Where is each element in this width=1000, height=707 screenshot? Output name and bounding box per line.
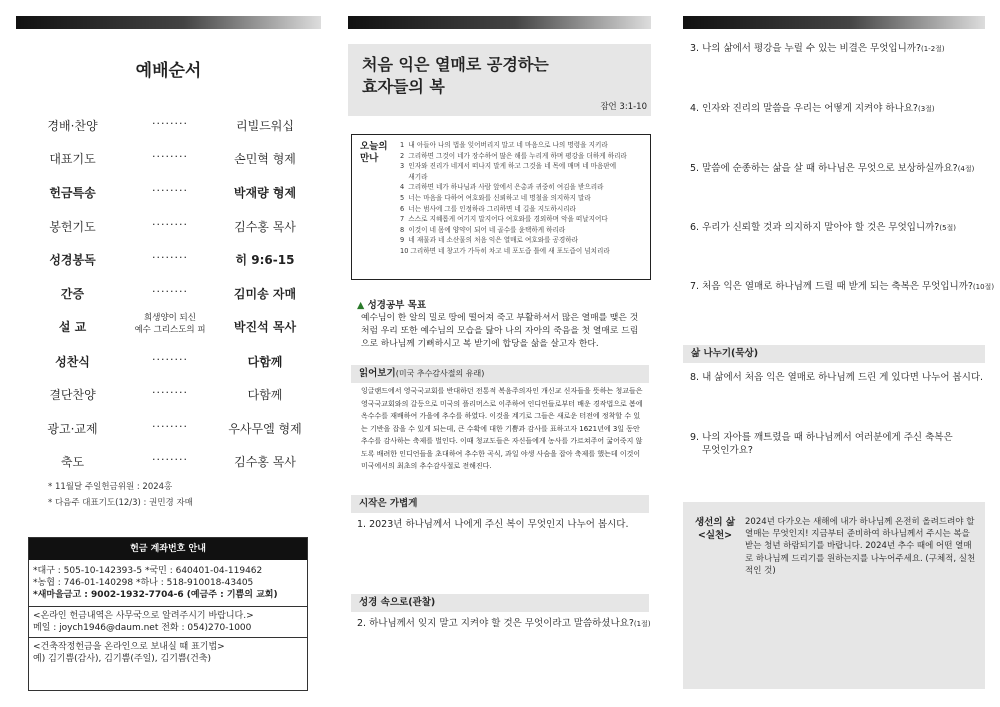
- offering-account-box: [28, 537, 308, 691]
- order-row: [30, 453, 315, 473]
- verse-line: 3 인자와 진리가 네게서 떠나지 말게 하고 그것을 네 목에 매며 네 마음판에: [400, 162, 617, 171]
- todays-manna-label: 오늘의 만나: [360, 141, 388, 164]
- share-heading: 삶 나누기(묵상): [683, 345, 985, 363]
- practice-box: [683, 502, 985, 689]
- verse-line: 8 이것이 네 몸에 양약이 되어 네 골수를 윤택하게 하리라: [400, 225, 566, 234]
- building-offering-title: <건축작정헌금을 온라인으로 보내실 때 표기법>: [33, 642, 225, 652]
- question-2: 2. 하나님께서 잊지 말고 지켜야 할 것은 무엇이라고 말씀하셨나요?(1절): [357, 618, 651, 629]
- account-list: [29, 560, 307, 607]
- verse-line: 4 그리하면 네가 하나님과 사람 앞에서 은총과 귀중히 여김을 받으리라: [400, 183, 604, 192]
- study-goal-text: 예수님이 한 알의 밀로 땅에 떨어져 죽고 부활하셔서 많은 열매를 맺은 것처럼 우리 또한 예수님의 모습을 닮아 나의 자아의 죽음을 첫 열매로 드림으로 하나님께 기뻐하시고 복 받기에 합당을 삶을 살고자 한다.: [361, 313, 639, 349]
- start-heading: 시작은 가볍게: [351, 495, 649, 513]
- header-bar-left: [16, 16, 321, 29]
- building-offering-example: 예) 김기쁨(감사), 김기쁨(주일), 김기쁨(건축): [33, 654, 211, 664]
- building-offering-info: [29, 638, 307, 668]
- account-line: *대구 : 505-10-142393-5 *국민 : 640401-04-119462: [33, 566, 263, 576]
- verse-line: 10 그리하면 네 창고가 가득히 차고 네 포도즙 틀에 새 포도즙이 넘치리라: [400, 246, 610, 255]
- sprout-icon: ▲: [357, 300, 365, 311]
- order-item-name: 광고·교제: [47, 422, 98, 436]
- order-item-leader: 김미송 자매: [233, 287, 297, 301]
- question-1: 1. 2023년 하나님께서 나에게 주신 복이 무엇인지 나누어 봅시다.: [357, 519, 629, 530]
- study-goal-heading: ▲ 성경공부 목표: [357, 300, 426, 311]
- note-offering-committee: * 11월달 주일헌금위원 : 2024홍: [48, 482, 173, 492]
- observe-heading: 성경 속으로(관찰): [351, 594, 649, 612]
- order-item-name: 축도: [60, 455, 85, 469]
- order-row: [30, 386, 315, 406]
- order-item-name: 경배·찬양: [47, 119, 98, 133]
- order-item-dots: ········: [152, 117, 188, 130]
- order-row: [30, 218, 315, 238]
- order-item-name: 성경봉독: [49, 253, 96, 267]
- order-item-dots: ········: [152, 150, 188, 163]
- question-9: 9. 나의 자아를 깨트렸을 때 하나님께서 여러분에게 주신 축복은 무엇인가요?: [690, 432, 953, 456]
- reading-text: 잉글랜드에서 영국국교회를 반대하던 전통적 복음주의자인 개신교 신자들을 뜻하는 청교들은 영국국교회와의 갈등으로 미국의 플리머스로 이주하여 인디언들로부터 배운 경작법으로 봄에 옥수수를 재배하여 가을에 추수를 하였다. 이것을 계기로 그들은 새로운 터전에 정착할 수 있는 기반을 잡을 수 있게 되는데, 큰 수확에 대한 기쁨과 감사를 표하고자 1621년에 3일 동안 추수를 감사하는 축제를 벌인다. 이때 청교도들은 자신들에게 농사를 가르쳐주어 굶어죽지 않도록 배려한 인디언들을 초대하여 추수한 곡식, 과일 야생 사슴을 잡아 축제를 했는데 이것이 미국에서의 최초의 추수감사절로 전해진다.: [361, 387, 643, 470]
- order-item-leader: 손민혁 형제: [234, 152, 296, 166]
- verse-line: 1 내 아들아 나의 법을 잊어버리지 말고 네 마음으로 나의 명령을 지키라: [400, 141, 608, 149]
- account-line: *새마을금고 : 9002-1932-7704-6 (예금주 : 기쁨의 교회): [33, 590, 278, 600]
- order-item-leader: 김수홍 목사: [234, 455, 296, 469]
- worship-order-title: 예배순서: [135, 61, 202, 81]
- order-item-name: 설 교: [58, 320, 87, 334]
- order-item-leader: 우사무엘 형제: [228, 422, 302, 436]
- online-offering-contact: 메일 : joych1946@daum.net 전화 : 054)270-1000: [33, 623, 252, 633]
- verse-line: 5 너는 마음을 다하여 여호와를 신뢰하고 네 명철을 의지하지 말라: [400, 193, 591, 202]
- order-row: [30, 285, 315, 305]
- order-item-name: 결단찬양: [49, 388, 96, 402]
- header-bar-middle: [348, 16, 651, 29]
- order-row: [30, 420, 315, 440]
- order-item-leader: 다함께: [247, 355, 283, 369]
- sermon-title: 처음 익은 열매로 공경하는 효자들의 복: [362, 55, 549, 96]
- order-item-name: 헌금특송: [49, 186, 96, 200]
- order-item-leader: 김수홍 목사: [234, 220, 296, 234]
- verse-line: 6 너는 범사에 그를 인정하라 그리하면 네 길을 지도하시리라: [400, 204, 576, 213]
- order-row: [30, 353, 315, 373]
- order-item-leader: 히 9:6-15: [235, 253, 295, 267]
- order-item-leader: 리빌드워십: [236, 119, 294, 133]
- order-row: [30, 313, 315, 338]
- order-item-dots: ········: [152, 218, 188, 231]
- sermon-subtitle: 희생양이 되신 예수 그리스도의 피: [134, 313, 206, 335]
- order-item-dots: ········: [152, 285, 188, 298]
- order-item-name: 대표기도: [49, 152, 96, 166]
- question-6: 6. 우리가 신뢰할 것과 의지하지 말아야 할 것은 무엇입니까?(5절): [690, 222, 957, 233]
- practice-text: 2024년 다가오는 새해에 내가 하나님께 온전히 올려드려야 할 열매는 무엇인지! 지금부터 준비하여 하나님께서 주시는 복을 받는 청년 하람되기를 바랍니다. 2024년 추수 때에 어떤 열매로 하나님께 드리기를 원하는지를 나누어주세요. (구체적, 실천적인 것): [745, 517, 976, 576]
- order-item-dots: ········: [152, 353, 188, 366]
- verse-line: 새기라: [400, 172, 428, 181]
- header-bar-right: [683, 16, 985, 29]
- practice-label: 생선의 삶 <실천>: [695, 517, 736, 541]
- verse-list: [400, 140, 645, 257]
- order-item-leader: 박진석 목사: [233, 320, 297, 334]
- reading-heading: 읽어보기(미국 추수감사절의 유래): [351, 365, 649, 383]
- question-3: 3. 나의 삶에서 평강을 누릴 수 있는 비결은 무엇입니까?(1-2절): [690, 43, 945, 54]
- order-item-dots: ········: [152, 184, 188, 197]
- order-item-dots: ········: [152, 453, 188, 466]
- verse-line: 9 네 재물과 네 소산물의 처음 익은 열매로 여호와를 공경하라: [400, 236, 579, 245]
- question-8: 8. 내 삶에서 처음 익은 열매로 하나님께 드린 게 있다면 나누어 봅시다.: [690, 372, 984, 383]
- order-row: [30, 150, 315, 170]
- todays-manna-box: [351, 134, 651, 280]
- order-item-name: 간증: [60, 287, 85, 301]
- order-item-dots: ········: [152, 251, 188, 264]
- scripture-reference: 잠언 3:1-10: [600, 102, 647, 112]
- order-item-dots: ········: [152, 420, 188, 433]
- order-row: [30, 184, 315, 204]
- order-item-leader: 박재량 형제: [233, 186, 297, 200]
- verse-line: 7 스스로 지혜롭게 여기지 말지어다 여호와를 경외하며 악을 떠날지어다: [400, 215, 608, 224]
- order-item-leader: 다함께: [247, 388, 283, 402]
- order-item-name: 성찬식: [55, 355, 90, 369]
- note-next-prayer: * 다음주 대표기도(12/3) : 권민경 자매: [48, 498, 193, 508]
- question-4: 4. 인자와 진리의 말씀을 우리는 어떻게 지켜야 하나요?(3절): [690, 103, 935, 114]
- offering-account-title: 헌금 계좌번호 안내: [29, 538, 307, 560]
- order-row: [30, 117, 315, 137]
- question-7: 7. 처음 익은 열매로 하나님께 드릴 때 받게 되는 축복은 무엇입니까?(10절): [690, 281, 995, 292]
- question-5: 5. 말씀에 순종하는 삶을 살 때 하나님은 무엇으로 보상하실까요?(4절): [690, 163, 975, 174]
- account-line: *농협 : 746-01-140298 *하나 : 518-910018-43405: [33, 578, 254, 588]
- order-item-name: 봉헌기도: [49, 220, 96, 234]
- online-offering-info: [29, 607, 307, 638]
- verse-line: 2 그리하면 그것이 네가 장수하여 많은 해를 누리게 하며 평강을 더하게 하리라: [400, 151, 627, 160]
- online-offering-title: <온라인 헌금내역은 사무국으로 알려주시기 바랍니다.>: [33, 611, 254, 621]
- order-row: [30, 251, 315, 271]
- order-item-dots: ········: [152, 386, 188, 399]
